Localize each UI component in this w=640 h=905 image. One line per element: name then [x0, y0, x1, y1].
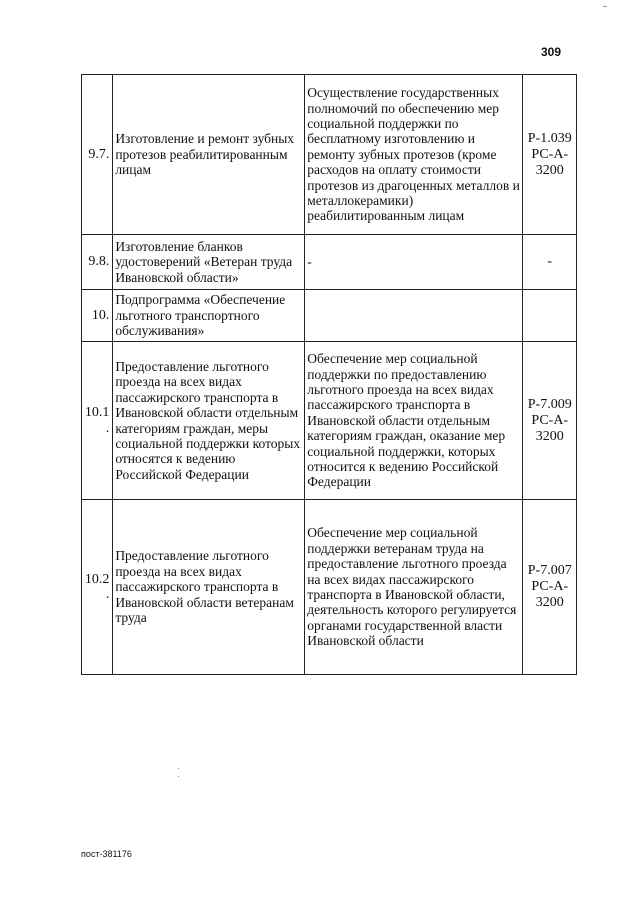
table-row — [82, 235, 577, 290]
row-description: Осуществление государственных полномочий по обеспечению мер социальной поддержки по бесплатному изготовлению и ремонту зубных протезов (кроме расходов на оплату стоимости протезов из драгоценных металлов и металлокерамики) реабилитированным лицам — [305, 75, 523, 235]
row-number: 10.1. — [82, 342, 113, 500]
code-line: РС-А- — [531, 412, 569, 428]
row-number: 9.7. — [82, 75, 113, 235]
document-code: пост-381176 — [81, 849, 132, 859]
code-line: РС-А- — [531, 579, 569, 594]
budget-table — [81, 74, 577, 675]
row-name: Предоставление льготного проезда на всех видах пассажирского транспорта в Ивановской области отдельным категориям граждан, меры социальной поддержки которых относятся к ведению Российской Федерации — [113, 342, 305, 500]
scan-artifact — [178, 768, 179, 769]
code-line: Р-7.007 — [527, 563, 572, 578]
table-row — [82, 75, 577, 235]
row-code — [523, 235, 577, 290]
row-code — [523, 500, 577, 675]
row-name: Изготовление и ремонт зубных протезов реабилитированным лицам — [113, 75, 305, 235]
code-line: РС-А- — [531, 146, 569, 162]
table-row — [82, 342, 577, 500]
code-line: 3200 — [535, 162, 564, 178]
row-code — [523, 342, 577, 500]
row-code — [523, 290, 577, 342]
code-line: 3200 — [535, 595, 564, 610]
scan-artifact — [603, 6, 607, 7]
table-row — [82, 290, 577, 342]
code-line: Р-1.039 — [527, 130, 572, 146]
row-name: Подпрограмма «Обеспечение льготного транспортного обслуживания» — [113, 290, 305, 342]
row-name: Изготовление бланков удостоверений «Ветеран труда Ивановской области» — [113, 235, 305, 290]
code-line: Р-7.009 — [527, 396, 572, 412]
page-number: 309 — [541, 45, 562, 59]
row-description — [305, 290, 523, 342]
row-description: Обеспечение мер социальной поддержки ветеранам труда на предоставление льготного проезда на всех видах пассажирского транспорта в Ивановской области, деятельность которого регулируется органами государственной власти Ивановской области — [305, 500, 523, 675]
row-number: 9.8. — [82, 235, 113, 290]
row-number: 10. — [82, 290, 113, 342]
row-description: Обеспечение мер социальной поддержки по предоставлению льготного проезда на всех видах пассажирского транспорта в Ивановской области отдельным категориям граждан, оказание мер социальной поддержки, которых относится к ведению Российской Федерации — [305, 342, 523, 500]
scan-artifact — [178, 776, 179, 777]
row-code — [523, 75, 577, 235]
code-line: - — [547, 254, 553, 269]
table-row — [82, 500, 577, 675]
row-number: 10.2. — [82, 500, 113, 675]
code-line: 3200 — [535, 428, 564, 444]
row-name: Предоставление льготного проезда на всех видах пассажирского транспорта в Ивановской области ветеранам труда — [113, 500, 305, 675]
row-description: - — [305, 235, 523, 290]
